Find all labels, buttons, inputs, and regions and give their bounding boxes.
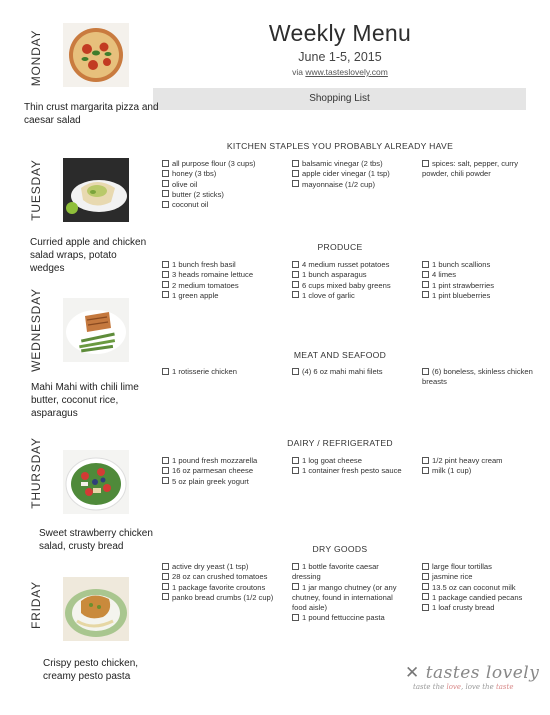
checkbox-icon[interactable] bbox=[292, 368, 299, 375]
logo-tag-part: love bbox=[446, 683, 462, 691]
date-range: June 1-5, 2015 bbox=[298, 50, 382, 64]
list-item[interactable] bbox=[422, 583, 534, 593]
checkbox-icon[interactable] bbox=[162, 368, 169, 375]
meal-monday: Thin crust margarita pizza and caesar salad bbox=[24, 102, 159, 126]
list-item[interactable] bbox=[422, 593, 534, 603]
list-item[interactable] bbox=[292, 291, 417, 301]
list-item[interactable] bbox=[292, 583, 408, 614]
list-item-text: 1 pint blueberries bbox=[432, 290, 491, 300]
list-item-text: 16 oz parmesan cheese bbox=[172, 466, 254, 476]
checkbox-icon[interactable] bbox=[422, 261, 429, 268]
list-item-text: 1/2 pint heavy cream bbox=[432, 456, 503, 465]
checkbox-icon[interactable] bbox=[162, 271, 169, 278]
list-item-text: active dry yeast (1 tsp) bbox=[172, 562, 249, 571]
checkbox-icon[interactable] bbox=[162, 190, 169, 197]
list-item[interactable] bbox=[162, 367, 287, 377]
tastes-lovely-logo bbox=[405, 663, 545, 691]
list-item[interactable] bbox=[292, 456, 417, 466]
section-title-dry-goods: DRY GOODS bbox=[312, 544, 368, 554]
list-item[interactable] bbox=[162, 159, 287, 169]
checkbox-icon[interactable] bbox=[292, 271, 299, 278]
dairy-col-1 bbox=[162, 456, 287, 487]
list-item[interactable] bbox=[162, 456, 287, 466]
dairy-col-3 bbox=[422, 456, 534, 477]
list-item[interactable] bbox=[422, 291, 534, 301]
list-item[interactable] bbox=[162, 291, 287, 301]
list-item-text: 1 loaf crusty bread bbox=[432, 603, 495, 613]
list-item-text: 1 rotisserie chicken bbox=[172, 367, 237, 376]
checkbox-icon[interactable] bbox=[162, 457, 169, 464]
logo-tag-part: taste the bbox=[413, 683, 447, 691]
list-item-text: mayonnaise (1/2 cup) bbox=[302, 179, 376, 189]
checkbox-icon[interactable] bbox=[292, 281, 299, 288]
logo-x-icon: ✕ bbox=[405, 663, 420, 682]
checkbox-icon[interactable] bbox=[422, 593, 429, 600]
meal-thursday: Sweet strawberry chicken salad, crusty bread bbox=[39, 528, 153, 552]
checkbox-icon[interactable] bbox=[422, 457, 429, 464]
list-item-text: milk (1 cup) bbox=[432, 466, 472, 476]
list-item-text: all purpose flour (3 cups) bbox=[172, 159, 256, 168]
list-item-text: coconut oil bbox=[172, 200, 209, 210]
via-prefix: via bbox=[292, 67, 303, 77]
staples-col-2 bbox=[292, 159, 417, 190]
list-item-text: butter (2 sticks) bbox=[172, 189, 224, 199]
list-item-text: olive oil bbox=[172, 179, 198, 189]
list-item[interactable] bbox=[162, 190, 287, 200]
staples-col-3 bbox=[422, 159, 534, 180]
list-item[interactable] bbox=[292, 367, 417, 377]
list-item[interactable] bbox=[162, 260, 287, 270]
checkbox-icon[interactable] bbox=[162, 180, 169, 187]
checkbox-icon[interactable] bbox=[292, 261, 299, 268]
checkbox-icon[interactable] bbox=[422, 604, 429, 611]
list-item-text: 4 limes bbox=[432, 270, 457, 280]
mahi-mahi-photo bbox=[63, 298, 129, 362]
checkbox-icon[interactable] bbox=[162, 281, 169, 288]
checkbox-icon[interactable] bbox=[162, 477, 169, 484]
meal-friday: Crispy pesto chicken, creamy pesto pasta bbox=[43, 658, 139, 682]
pesto-chicken-photo bbox=[63, 577, 129, 641]
produce-col-2 bbox=[292, 260, 417, 301]
dry-col-2 bbox=[292, 562, 408, 624]
list-item-text: 1 bunch fresh basil bbox=[172, 260, 236, 269]
list-item-text: 1 bunch asparagus bbox=[302, 270, 367, 280]
list-item-text: 13.5 oz can coconut milk bbox=[432, 582, 516, 592]
list-item[interactable] bbox=[422, 466, 534, 476]
list-item[interactable] bbox=[162, 583, 274, 593]
list-item-text: 1 clove of garlic bbox=[302, 290, 355, 300]
checkbox-icon[interactable] bbox=[162, 563, 169, 570]
checkbox-icon[interactable] bbox=[422, 281, 429, 288]
checkbox-icon[interactable] bbox=[422, 583, 429, 590]
list-item-text: 1 pound fettuccine pasta bbox=[302, 613, 385, 623]
list-item-text: 1 pint strawberries bbox=[432, 280, 495, 290]
checkbox-icon[interactable] bbox=[162, 573, 169, 580]
meat-col-1 bbox=[162, 367, 287, 377]
page-title: Weekly Menu bbox=[268, 20, 412, 46]
list-item[interactable] bbox=[162, 477, 287, 487]
checkbox-icon[interactable] bbox=[162, 201, 169, 208]
checkbox-icon[interactable] bbox=[162, 261, 169, 268]
day-label-thursday: THURSDAY bbox=[29, 437, 43, 509]
list-item-text: 2 medium tomatoes bbox=[172, 280, 239, 290]
section-title-dairy: DAIRY / REFRIGERATED bbox=[287, 438, 393, 448]
list-item[interactable] bbox=[162, 169, 287, 179]
list-item[interactable] bbox=[422, 562, 534, 572]
meal-wednesday: Mahi Mahi with chili lime butter, coconut rice, asparagus bbox=[31, 382, 139, 419]
list-item-text: 1 green apple bbox=[172, 290, 219, 300]
list-item[interactable] bbox=[422, 572, 534, 582]
logo-tagline bbox=[413, 683, 545, 691]
dairy-col-2 bbox=[292, 456, 417, 477]
list-item-text: (6) boneless, skinless chicken breasts bbox=[422, 367, 533, 387]
meat-col-2 bbox=[292, 367, 417, 377]
list-item-text: 1 pound fresh mozzarella bbox=[172, 456, 258, 465]
checkbox-icon[interactable] bbox=[422, 271, 429, 278]
list-item-text: panko bread crumbs (1/2 cup) bbox=[172, 592, 274, 602]
section-title-staples: KITCHEN STAPLES YOU PROBABLY ALREADY HAVE bbox=[226, 141, 454, 151]
checkbox-icon[interactable] bbox=[162, 291, 169, 298]
list-item[interactable] bbox=[292, 159, 417, 169]
list-item[interactable] bbox=[292, 281, 417, 291]
wrap-photo bbox=[63, 158, 129, 222]
shopping-list-bar: Shopping List bbox=[153, 88, 526, 110]
checkbox-icon[interactable] bbox=[422, 563, 429, 570]
list-item[interactable] bbox=[292, 169, 417, 179]
list-item-text: jasmine rice bbox=[432, 572, 473, 582]
list-item-text: 28 oz can crushed tomatoes bbox=[172, 572, 268, 582]
dry-col-1 bbox=[162, 562, 274, 603]
list-item[interactable] bbox=[292, 613, 408, 623]
staples-col-1 bbox=[162, 159, 287, 210]
checkbox-icon[interactable] bbox=[292, 180, 299, 187]
list-item[interactable] bbox=[292, 180, 417, 190]
day-label-wednesday: WEDNESDAY bbox=[29, 288, 43, 372]
list-item[interactable] bbox=[162, 572, 274, 582]
list-item-text: large flour tortillas bbox=[432, 562, 492, 571]
list-item-text: 1 bottle favorite caesar dressing bbox=[292, 562, 379, 582]
list-item-text: 1 log goat cheese bbox=[302, 456, 362, 465]
list-item[interactable] bbox=[162, 281, 287, 291]
checkbox-icon[interactable] bbox=[162, 583, 169, 590]
list-item[interactable] bbox=[422, 603, 534, 613]
list-item[interactable] bbox=[162, 593, 274, 603]
list-item[interactable] bbox=[422, 270, 534, 280]
checkbox-icon[interactable] bbox=[292, 614, 299, 621]
checkbox-icon[interactable] bbox=[162, 593, 169, 600]
list-item-text: 1 bunch scallions bbox=[432, 260, 491, 269]
list-item-text: honey (3 tbs) bbox=[172, 169, 217, 179]
list-item[interactable] bbox=[292, 260, 417, 270]
list-item-text: 1 container fresh pesto sauce bbox=[302, 466, 402, 476]
list-item[interactable] bbox=[162, 200, 287, 210]
list-item[interactable] bbox=[422, 456, 534, 466]
list-item[interactable] bbox=[162, 180, 287, 190]
list-item[interactable] bbox=[422, 367, 534, 388]
checkbox-icon[interactable] bbox=[292, 563, 299, 570]
section-title-meat: MEAT AND SEAFOOD bbox=[293, 350, 387, 360]
list-item-text: spices: salt, pepper, curry powder, chili powder bbox=[422, 159, 519, 179]
list-item-text: 6 cups mixed baby greens bbox=[302, 280, 391, 290]
day-label-monday: MONDAY bbox=[29, 29, 43, 87]
list-item[interactable] bbox=[292, 466, 417, 476]
list-item[interactable] bbox=[162, 270, 287, 280]
produce-col-1 bbox=[162, 260, 287, 301]
checkbox-icon[interactable] bbox=[292, 467, 299, 474]
list-item[interactable] bbox=[422, 260, 534, 270]
checkbox-icon[interactable] bbox=[292, 291, 299, 298]
checkbox-icon[interactable] bbox=[292, 583, 299, 590]
checkbox-icon[interactable] bbox=[162, 170, 169, 177]
strawberry-salad-photo bbox=[63, 450, 129, 514]
list-item-text: 1 jar mango chutney (or any chutney, found in international food aisle) bbox=[292, 582, 397, 613]
list-item-text: (4) 6 oz mahi mahi filets bbox=[302, 367, 383, 376]
source-line bbox=[155, 67, 525, 77]
list-item-text: 3 heads romaine lettuce bbox=[172, 270, 254, 280]
list-item-text: 4 medium russet potatoes bbox=[302, 260, 390, 269]
list-item-text: 1 package favorite croutons bbox=[172, 582, 266, 592]
list-item[interactable] bbox=[162, 466, 287, 476]
day-label-tuesday: TUESDAY bbox=[29, 159, 43, 221]
checkbox-icon[interactable] bbox=[292, 457, 299, 464]
logo-name: tastes lovely bbox=[425, 663, 540, 683]
meat-col-3 bbox=[422, 367, 534, 388]
section-title-produce: PRODUCE bbox=[317, 242, 363, 252]
checkbox-icon[interactable] bbox=[292, 160, 299, 167]
list-item-text: 1 package candied pecans bbox=[432, 592, 523, 602]
list-item-text: apple cider vinegar (1 tsp) bbox=[302, 169, 390, 179]
logo-tag-part: taste bbox=[495, 683, 514, 691]
checkbox-icon[interactable] bbox=[292, 170, 299, 177]
checkbox-icon[interactable] bbox=[422, 160, 429, 167]
list-item-text: 5 oz plain greek yogurt bbox=[172, 476, 249, 486]
checkbox-icon[interactable] bbox=[422, 573, 429, 580]
website-link[interactable]: www.tasteslovely.com bbox=[305, 67, 388, 77]
dry-col-3 bbox=[422, 562, 534, 613]
checkbox-icon[interactable] bbox=[422, 467, 429, 474]
list-item[interactable] bbox=[422, 281, 534, 291]
list-item[interactable] bbox=[162, 562, 274, 572]
checkbox-icon[interactable] bbox=[162, 467, 169, 474]
checkbox-icon[interactable] bbox=[162, 160, 169, 167]
day-label-friday: FRIDAY bbox=[29, 581, 43, 629]
checkbox-icon[interactable] bbox=[422, 291, 429, 298]
list-item-text: balsamic vinegar (2 tbs) bbox=[302, 159, 383, 168]
list-item[interactable] bbox=[422, 159, 534, 180]
pizza-photo bbox=[63, 23, 129, 87]
list-item[interactable] bbox=[292, 270, 417, 280]
list-item[interactable] bbox=[292, 562, 408, 583]
logo-tag-part: , love the bbox=[461, 683, 496, 691]
meal-tuesday: Curried apple and chicken salad wraps, potato wedges bbox=[30, 237, 147, 274]
checkbox-icon[interactable] bbox=[422, 368, 429, 375]
produce-col-3 bbox=[422, 260, 534, 301]
